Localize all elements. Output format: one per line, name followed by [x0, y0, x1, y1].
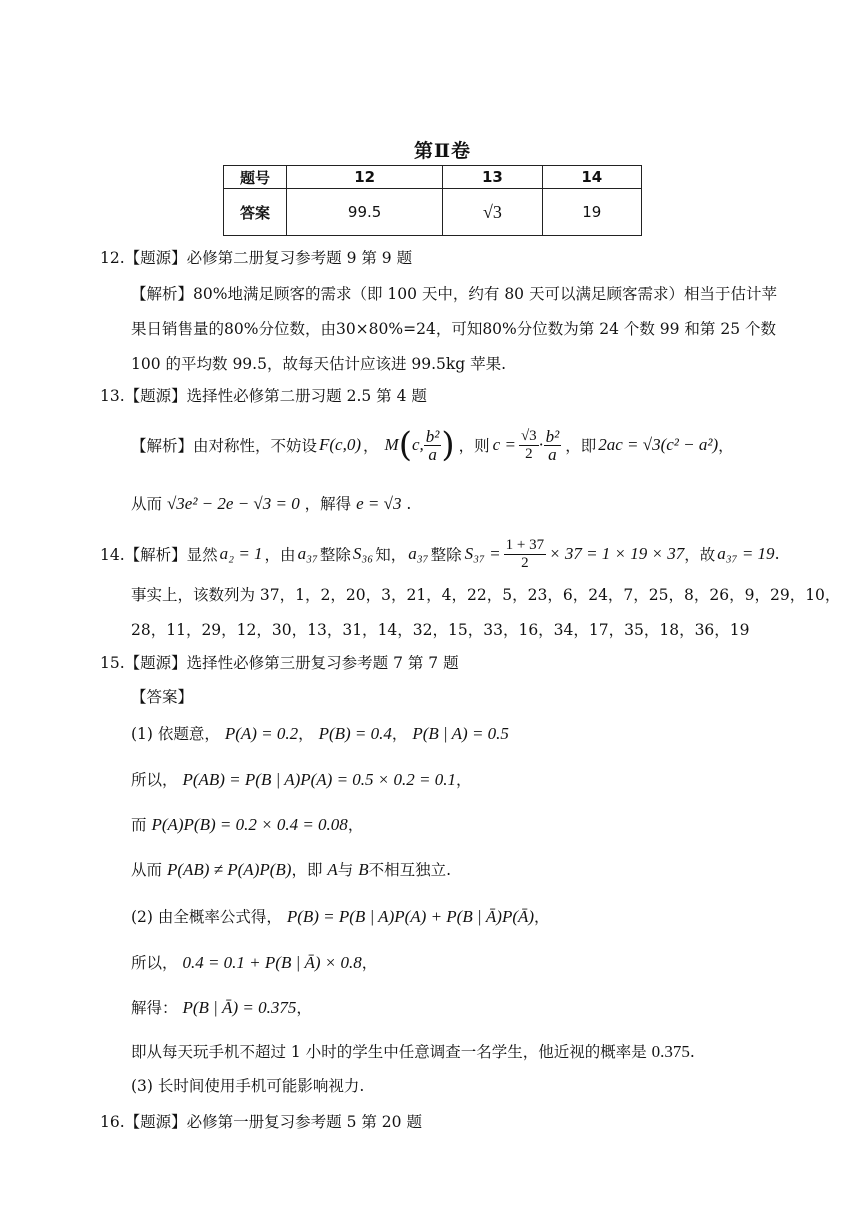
q15-p4 [131, 858, 451, 880]
paren-open-icon: ( [398, 425, 412, 465]
q15-p5-a: (2) 由全概率公式得， [131, 908, 282, 926]
q14-line1-i: 整除 [430, 546, 462, 564]
q15-p2-a: 所以， [131, 771, 178, 789]
q13-result: e = √3 [356, 494, 402, 513]
q13-line1 [131, 424, 734, 466]
frac-numerator: b² [425, 426, 440, 446]
frac-numerator: √3 [520, 427, 537, 444]
q15-neq: P(AB) ≠ P(A)P(B) [166, 860, 292, 879]
frac-denominator: a [548, 444, 557, 464]
q15-source: 15.【题源】选择性必修第三册复习参考题 7 第 7 题 [100, 654, 459, 672]
q15-total-prob: P(B) = P(B | A)P(A) + P(B | Ā)P(Ā) [286, 907, 535, 926]
q14-line1-n: . [774, 545, 780, 563]
q15-papb: P(A)P(B) = 0.2 × 0.4 = 0.08 [151, 815, 348, 834]
frac-numerator: 1 + 37 [505, 536, 545, 553]
q13-focus: F(c,0) [319, 435, 362, 454]
q14-line1-g: 知， [375, 546, 407, 564]
q13-line1-g: ，即 [565, 437, 597, 455]
q15-answer-label: 【答案】 [131, 688, 194, 706]
q13-line2-e: . [406, 495, 412, 513]
q15-p6 [131, 951, 377, 973]
q13-line1-e: ，则 [458, 437, 490, 455]
table-answer-row [224, 189, 642, 236]
q14-line3: 28，11，29，12，30，13，31，14，32，15，33，16，34，17，35，18，36，19 [131, 621, 750, 639]
q13-frac-b2a-2 [544, 428, 562, 463]
q12-line2: 果日销售量的80%分位数，由30×80%=24，可知80%分位数为第 24 个数 99 和第 25 个数 [131, 320, 777, 338]
paren-close-icon: ) [441, 425, 455, 465]
q15-p3 [131, 813, 363, 835]
q15-pb: P(B) = 0.4 [318, 724, 392, 743]
q15-p3-c: ， [347, 816, 364, 834]
q13-c-eq: c = [492, 435, 516, 454]
q15-p5 [131, 905, 550, 927]
table-column-14: 14 [542, 166, 641, 189]
table-answer-label: 答案 [224, 189, 287, 236]
q13-point-m: M [384, 435, 399, 454]
section-title: 第Ⅱ卷 [414, 140, 472, 162]
q15-p7 [131, 996, 312, 1018]
table-answer-14: 19 [542, 189, 641, 236]
q13-c-var: c, [411, 435, 424, 454]
q14-s36: S₃₆ [352, 544, 374, 563]
q15-p6-a: 所以， [131, 954, 178, 972]
q15-p2 [131, 768, 472, 790]
table-header-row [224, 166, 642, 189]
table-answer-13: √3 [443, 189, 542, 236]
q15-p8-c: . [689, 1043, 695, 1061]
q15-p5-c: ， [534, 908, 550, 926]
q16-source: 16.【题源】必修第一册复习参考题 5 第 20 题 [100, 1113, 422, 1131]
q14-frac [504, 537, 546, 572]
q13-frac-b2a [424, 428, 442, 463]
q14-s37: S₃₇ = [464, 544, 501, 563]
q15-p1 [131, 722, 509, 744]
q13-line2-c: ，解得 [304, 495, 352, 513]
q13-line2-a: 从而 [131, 495, 163, 513]
q13-frac-sqrt3-2 [519, 428, 539, 463]
q14-line1-c: ，由 [264, 546, 296, 564]
q15-p4-g: 不相互独立. [368, 861, 452, 879]
q13-eq: 2ac = √3(c² − a²) [598, 435, 719, 454]
q15-event-b: B [358, 860, 369, 879]
q13-line1-i: ， [718, 437, 734, 455]
frac-numerator: b² [545, 426, 560, 446]
q15-pa: P(A) = 0.2 [224, 724, 299, 743]
table-answer-12: 99.5 [287, 189, 443, 236]
q12-source: 12.【题源】必修第二册复习参考题 9 第 9 题 [100, 249, 413, 267]
q15-p1-a: (1) 依题意， [131, 725, 220, 743]
q15-p1-e: ， [391, 725, 408, 743]
q13-equation: √3e² − 2e − √3 = 0 [166, 494, 300, 513]
q14-line1 [100, 534, 780, 574]
q15-p4-a: 从而 [131, 861, 163, 879]
frac-denominator: 2 [525, 445, 533, 462]
q14-a37: a₃₇ [297, 544, 318, 563]
q15-p8-a: 即从每天玩手机不超过 1 小时的学生中任意调查一名学生，他近视的概率是 [131, 1043, 647, 1061]
q15-p7-a: 解得： [131, 999, 178, 1017]
q15-pba: P(B | A) = 0.5 [412, 724, 509, 743]
q15-p2-c: ， [456, 771, 472, 789]
q13-line1-c: ， [363, 437, 379, 455]
table-column-13: 13 [443, 166, 542, 189]
q14-a37-b: a₃₇ [408, 544, 429, 563]
q15-eq-sub: 0.4 = 0.1 + P(B | Ā) × 0.8 [182, 953, 362, 972]
q14-a2: a₂ = 1 [219, 544, 263, 563]
q15-p4-c: ，即 [291, 861, 323, 879]
frac-denominator: 2 [521, 554, 529, 571]
q15-p6-c: ， [361, 954, 378, 972]
q12-line3: 100 的平均数 99.5，故每天估计应该进 99.5kg 苹果. [131, 355, 507, 373]
q15-pab: P(AB) = P(B | A)P(A) = 0.5 × 0.2 = 0.1 [182, 770, 456, 789]
q15-p8 [131, 1040, 695, 1062]
q15-probability: 0.375 [651, 1042, 690, 1061]
q15-p1-c: ， [298, 725, 314, 743]
q15-p4-e: 与 [337, 861, 354, 879]
q15-event-a: A [327, 860, 338, 879]
q12-line1: 【解析】80%地满足顾客的需求（即 100 天中，约有 80 天可以满足顾客需求）相当于估计苹 [131, 285, 777, 303]
table-column-12: 12 [287, 166, 443, 189]
q14-line1-a: 14.【解析】显然 [100, 546, 218, 564]
q15-p7-c: ， [296, 999, 312, 1017]
q13-line2 [131, 492, 411, 514]
dot-icon: · [538, 436, 544, 454]
q14-line1-l: ，故 [684, 546, 716, 564]
q14-line2: 事实上，该数列为 37，1，2，20，3，21，4，22，5，23，6，24，7，25，8，26，9，29，10， [131, 586, 841, 604]
frac-denominator: a [428, 444, 437, 464]
q14-line1-e: 整除 [319, 546, 351, 564]
q14-product: × 37 = 1 × 19 × 37 [549, 544, 685, 563]
q15-p3-a: 而 [131, 816, 147, 834]
table-header-label: 题号 [224, 166, 287, 189]
answer-table [223, 165, 642, 236]
q15-p9: (3) 长时间使用手机可能影响视力. [131, 1077, 365, 1095]
q15-solution: P(B | Ā) = 0.375 [182, 998, 297, 1017]
q13-source: 13.【题源】选择性必修第二册习题 2.5 第 4 题 [100, 387, 427, 405]
q14-result: a₃₇ = 19 [717, 544, 775, 563]
q13-line1-a: 【解析】由对称性，不妨设 [131, 437, 318, 455]
